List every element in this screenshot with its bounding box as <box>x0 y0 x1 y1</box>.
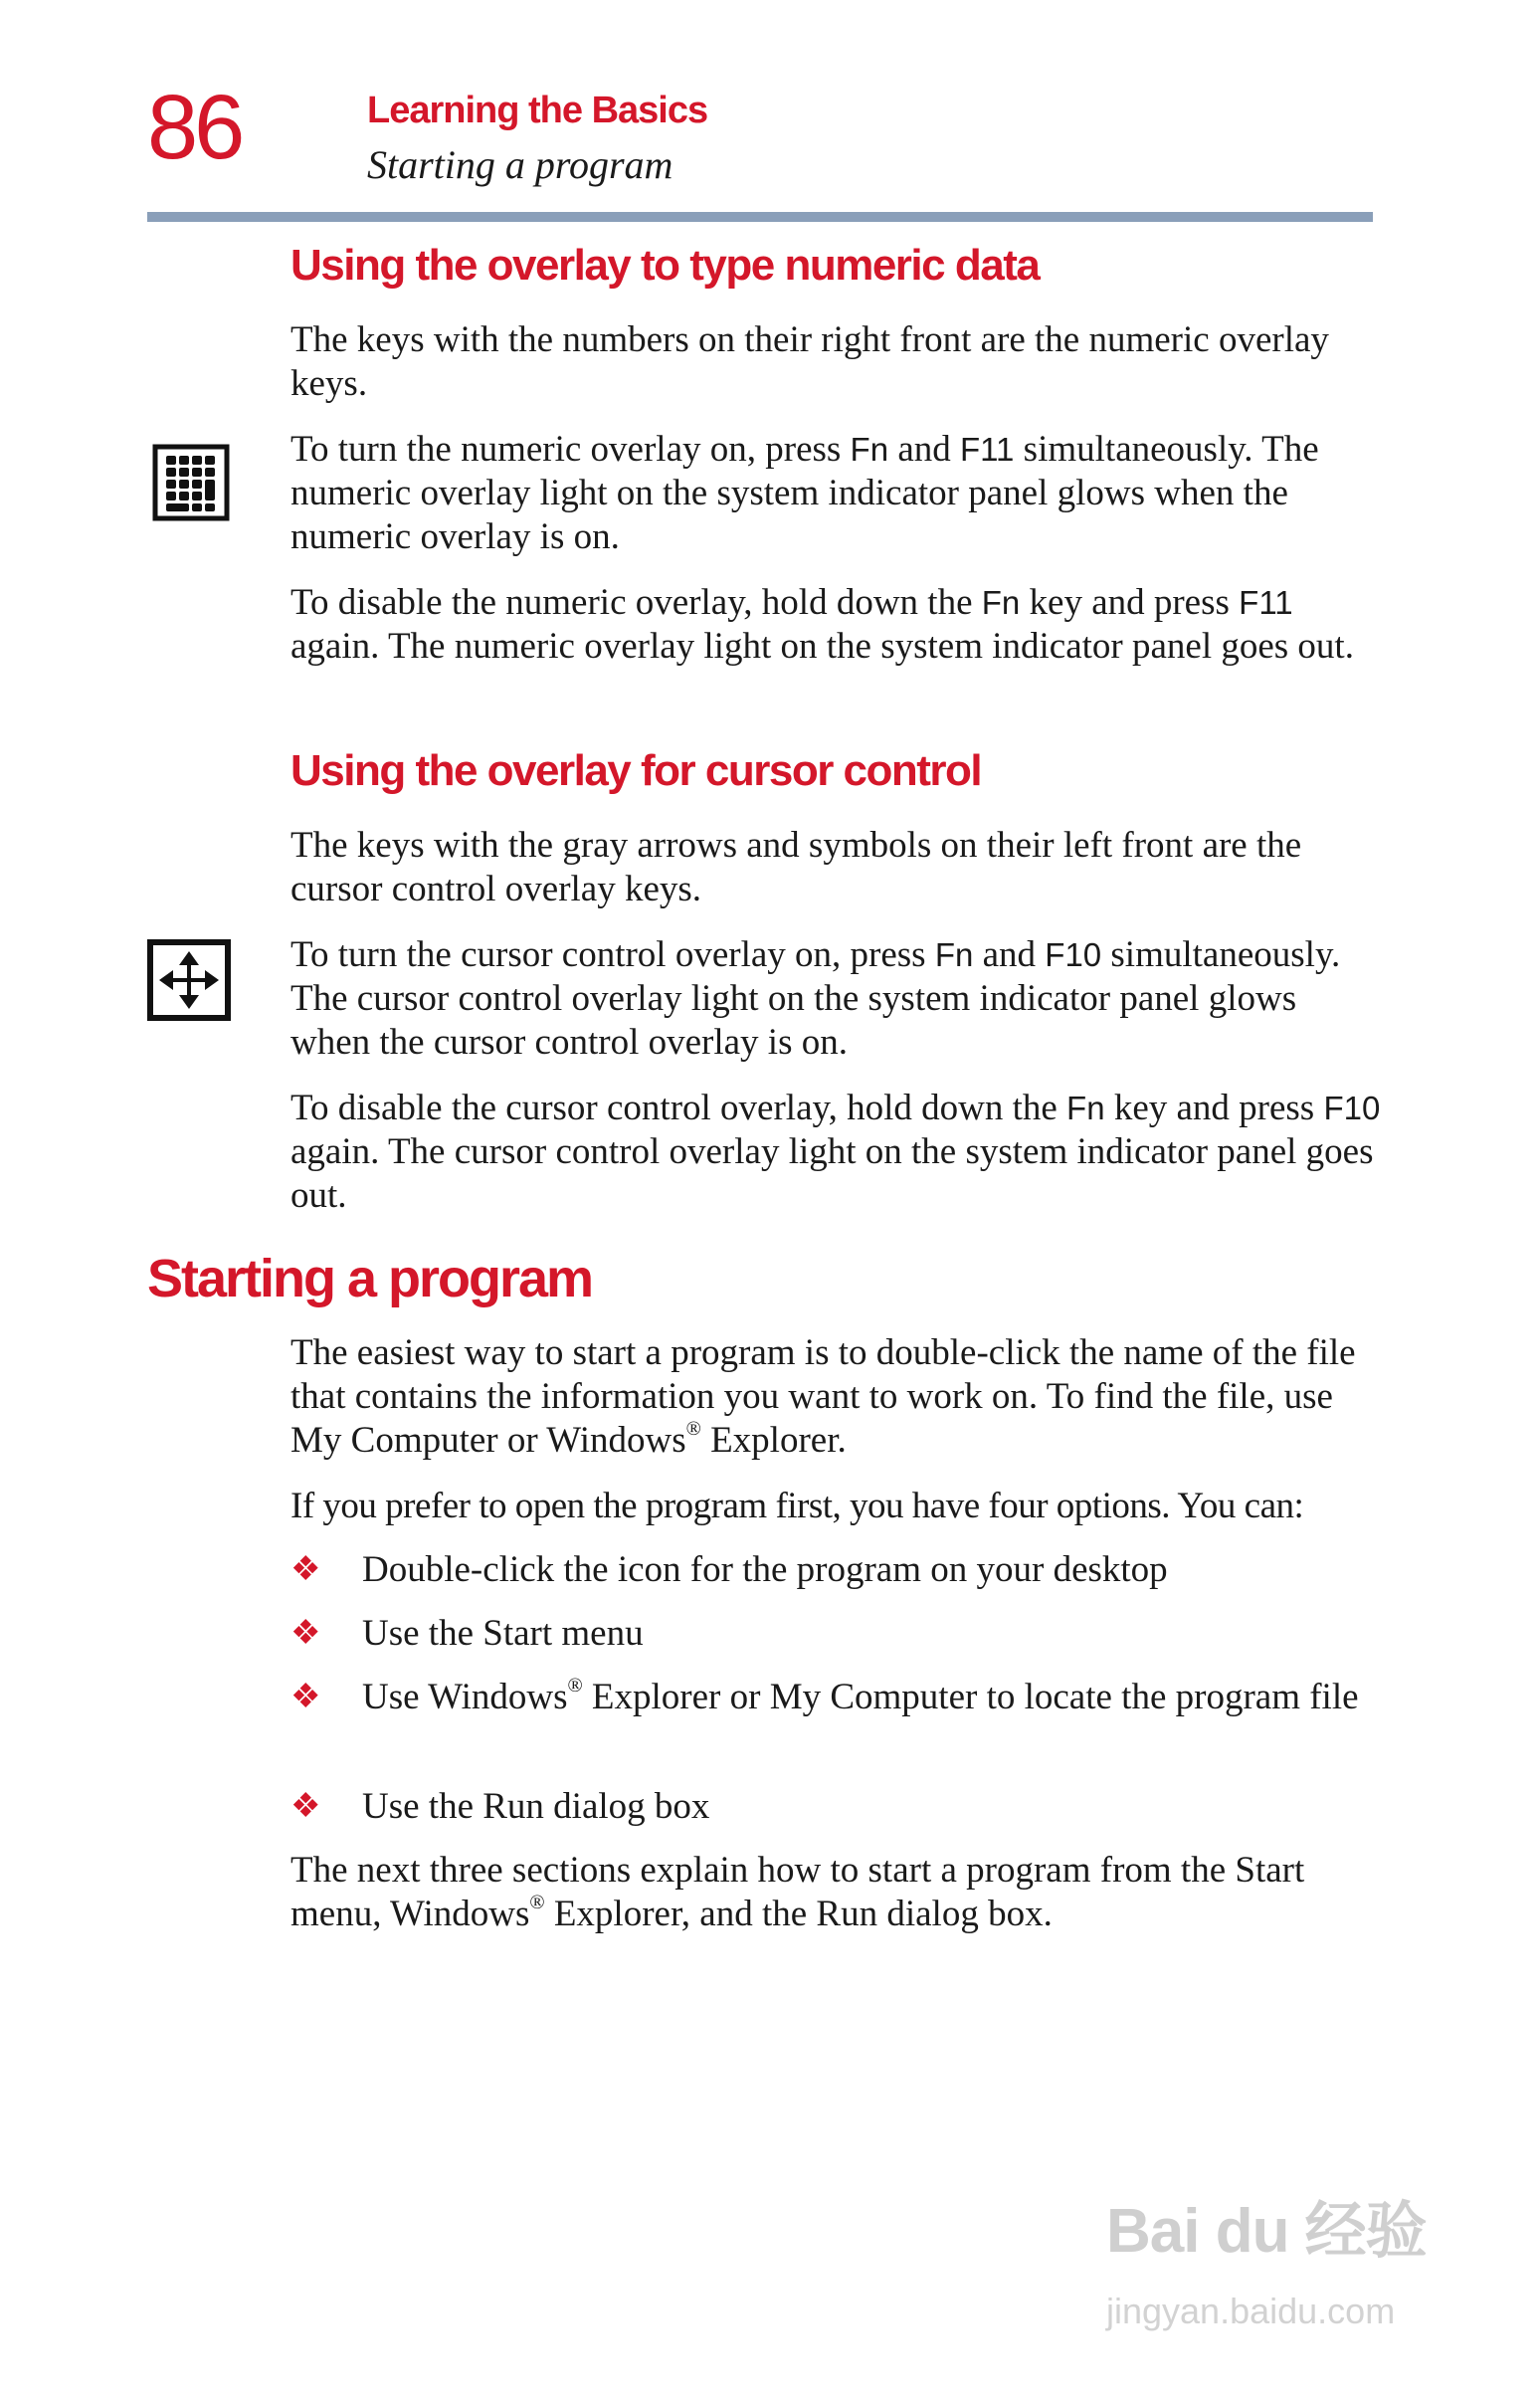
text-run: simultaneously. The cursor control overlay light on the system indicator panel glows when the cursor control overlay is on. <box>290 934 1341 1063</box>
text-run: To disable the numeric overlay, hold down the <box>290 582 982 623</box>
starting-paragraph-1 <box>290 1331 1385 1463</box>
list-item <box>362 1676 1367 1719</box>
registered-mark: ® <box>685 1417 701 1440</box>
list-item: Double-click the icon for the program on your desktop <box>362 1549 1168 1590</box>
registered-mark: ® <box>567 1674 583 1697</box>
starting-program-heading: Starting a program <box>147 1249 593 1308</box>
bullet-symbol: ❖ <box>290 1551 321 1588</box>
bullet-symbol: ❖ <box>290 1788 321 1825</box>
watermark-logo: Bai du 经验 <box>1106 2197 1427 2266</box>
cursor-overlay-heading: Using the overlay for cursor control <box>290 746 982 795</box>
text-run: again. The numeric overlay light on the system indicator panel goes out. <box>290 626 1354 667</box>
text-run: Use Windows <box>362 1677 568 1717</box>
key-fn: Fn <box>934 936 974 973</box>
text-run: simultaneously. The numeric overlay light on the system indicator panel glows when the numeric overlay is on. <box>290 429 1319 557</box>
starting-paragraph-3 <box>290 1849 1385 1936</box>
numeric-keypad-icon <box>152 444 230 526</box>
text-run: To turn the cursor control overlay on, press <box>290 934 935 975</box>
text-run: To disable the cursor control overlay, hold down the <box>290 1088 1067 1128</box>
key-f10: F10 <box>1323 1090 1381 1126</box>
cursor-paragraph-1: The keys with the gray arrows and symbols on their left front are the cursor control overlay keys. <box>290 825 1302 909</box>
list-item: Use the Run dialog box <box>362 1786 710 1827</box>
header-rule <box>147 212 1373 222</box>
numeric-paragraph-1: The keys with the numbers on their right front are the numeric overlay keys. <box>290 319 1329 404</box>
key-fn: Fn <box>1066 1090 1105 1126</box>
page-number: 86 <box>147 77 242 178</box>
key-f11: F11 <box>960 431 1015 468</box>
numeric-overlay-heading: Using the overlay to type numeric data <box>290 241 1040 290</box>
cursor-paragraph-2 <box>290 933 1385 1065</box>
section-title: Starting a program <box>367 142 674 187</box>
text-run: To turn the numeric overlay on, press <box>290 429 851 470</box>
cursor-arrows-icon <box>147 939 231 1026</box>
text-run: and <box>973 934 1046 975</box>
text-run: and <box>888 429 960 470</box>
bullet-symbol: ❖ <box>290 1615 321 1652</box>
text-run: again. The cursor control overlay light on the system indicator panel goes out. <box>290 1131 1374 1216</box>
starting-paragraph-2: If you prefer to open the program first, you have four options. You can: <box>290 1486 1304 1526</box>
text-run: The easiest way to start a program is to double-click the name of the file that contains the information you want to work on. To find the file, use My Computer or Windows <box>290 1332 1356 1461</box>
key-fn: Fn <box>981 584 1021 621</box>
text-run: Explorer. <box>700 1420 847 1461</box>
text-run: key and press <box>1020 582 1240 623</box>
registered-mark: ® <box>529 1891 545 1913</box>
cursor-paragraph-3 <box>290 1087 1385 1218</box>
key-fn: Fn <box>850 431 889 468</box>
list-item: Use the Start menu <box>362 1613 644 1654</box>
key-f11: F11 <box>1239 584 1293 621</box>
text-run: Explorer, and the Run dialog box. <box>544 1894 1053 1934</box>
chapter-title: Learning the Basics <box>367 90 708 131</box>
key-f10: F10 <box>1045 936 1102 973</box>
baidu-watermark <box>1106 2181 1427 2331</box>
numeric-paragraph-2 <box>290 428 1385 559</box>
text-run: key and press <box>1104 1088 1324 1128</box>
bullet-symbol: ❖ <box>290 1679 321 1715</box>
text-run: Explorer or My Computer to locate the program file <box>582 1677 1359 1717</box>
watermark-url: jingyan.baidu.com <box>1106 2291 1396 2331</box>
numeric-paragraph-3 <box>290 581 1385 669</box>
text-run: The next three sections explain how to start a program from the Start menu, Windows <box>290 1850 1305 1934</box>
